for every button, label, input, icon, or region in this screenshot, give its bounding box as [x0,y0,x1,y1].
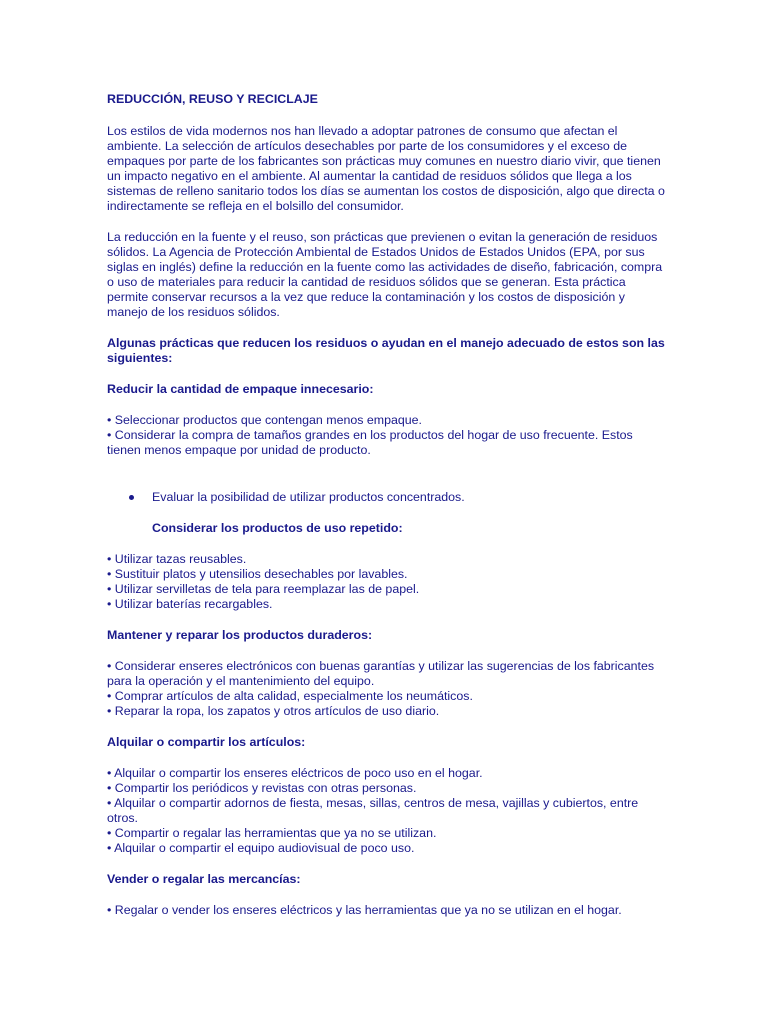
section-heading-packaging: Reducir la cantidad de empaque innecesario: [107,382,374,396]
list-item: • Alquilar o compartir adornos de fiesta, mesas, sillas, centros de mesa, vajillas y cubiertos, entre otros. [107,796,639,825]
bullet-icon [129,495,134,500]
section-heading-rent: Alquilar o compartir los artículos: [107,735,306,749]
list-item-text: Evaluar la posibilidad de utilizar productos concentrados. [152,490,465,504]
maintain-list [107,659,667,719]
rent-list [107,766,667,856]
intro-paragraph: Los estilos de vida modernos nos han llevado a adoptar patrones de consumo que afectan el ambiente. La selección de artículos desechables por parte de los consumidores y el exceso de empaques por parte de los fabricantes son prácticas muy comunes en nuestro diario vivir, que tienen un impacto negativo en el ambiente. Al aumentar la cantidad de residuos sólidos que llega a los sistemas de relleno sanitario todos los días se aumentan los costos de disposición, algo que directa o indirectamente se refleja en el bolsillo del consumidor. [107,124,665,213]
reduction-paragraph: La reducción en la fuente y el reuso, son prácticas que previenen o evitan la generación de residuos sólidos. La Agencia de Protección Ambiental de Estados Unidos de Estados Unidos (EPA, por sus siglas en inglés) define la reducción en la fuente como las actividades de diseño, fabricación, compra o uso de materiales para reducir la cantidad de residuos sólidos que se generan. Esta práctica permite conservar recursos a la vez que reduce la contaminación y los costos de disposición y manejo de los residuos sólidos. [107,230,663,319]
list-item: • Compartir los periódicos y revistas con otras personas. [107,781,417,795]
list-item: • Alquilar o compartir los enseres eléctricos de poco uso en el hogar. [107,766,483,780]
bulleted-list [107,490,667,505]
sell-list [107,903,667,918]
list-item: • Sustituir platos y utensilios desechables por lavables. [107,567,408,581]
list-item: • Considerar la compra de tamaños grandes en los productos del hogar de uso frecuente. Estos tienen menos empaque por unidad de producto. [107,428,633,457]
section-heading-repeated-use: Considerar los productos de uso repetido: [152,521,403,535]
document-page [107,92,667,918]
section-heading-maintain: Mantener y reparar los productos duraderos: [107,628,373,642]
list-item: • Reparar la ropa, los zapatos y otros artículos de uso diario. [107,704,440,718]
list-item: • Alquilar o compartir el equipo audiovisual de poco uso. [107,841,415,855]
list-item [107,490,667,505]
list-item: • Utilizar tazas reusables. [107,552,247,566]
list-item: • Seleccionar productos que contengan menos empaque. [107,413,422,427]
packaging-list [107,413,667,458]
list-item: • Compartir o regalar las herramientas que ya no se utilizan. [107,826,437,840]
list-item: • Comprar artículos de alta calidad, especialmente los neumáticos. [107,689,473,703]
document-title: REDUCCIÓN, REUSO Y RECICLAJE [107,92,318,106]
list-item: • Considerar enseres electrónicos con buenas garantías y utilizar las sugerencias de los fabricantes para la operación y el mantenimiento del equipo. [107,659,655,688]
list-item: • Regalar o vender los enseres eléctricos y las herramientas que ya no se utilizan en el hogar. [107,903,622,917]
section-heading-sell: Vender o regalar las mercancías: [107,872,301,886]
list-item: • Utilizar servilletas de tela para reemplazar las de papel. [107,582,420,596]
repeated-use-list [107,552,667,612]
practices-heading: Algunas prácticas que reducen los residuos o ayudan en el manejo adecuado de estos son las siguientes: [107,336,665,365]
list-item: • Utilizar baterías recargables. [107,597,273,611]
